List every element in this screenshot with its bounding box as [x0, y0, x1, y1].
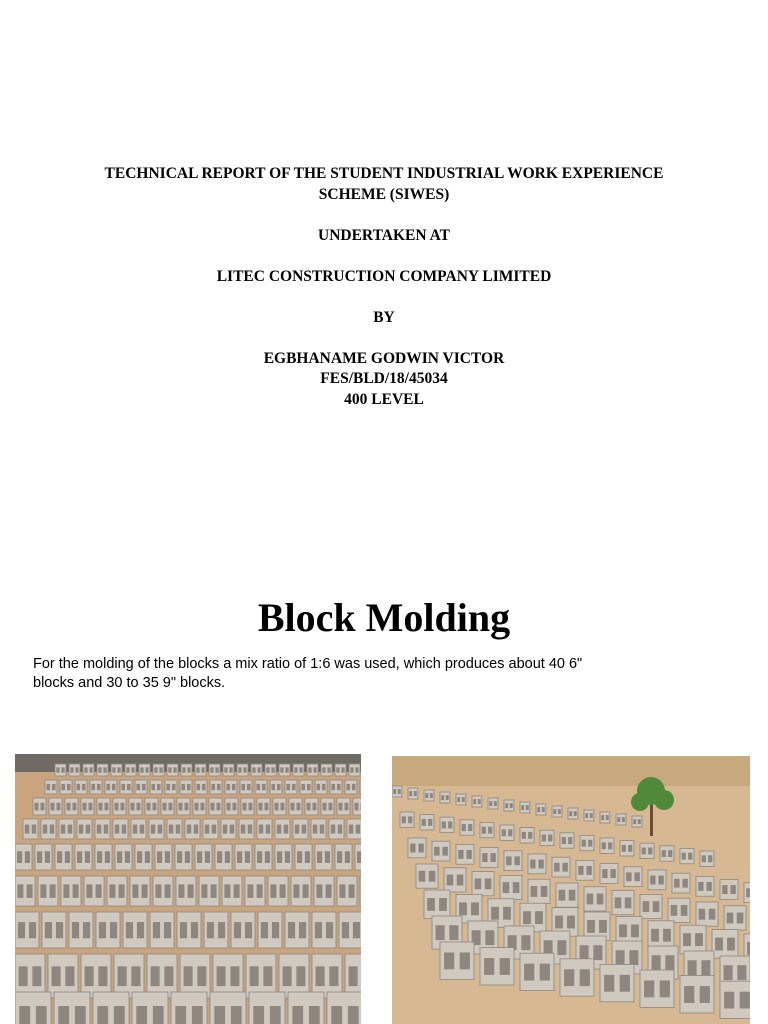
concrete-block [349, 764, 360, 776]
concrete-block [83, 764, 94, 776]
concrete-block [167, 764, 178, 776]
concrete-block [115, 844, 132, 870]
concrete-block [472, 872, 494, 896]
concrete-block [199, 876, 219, 906]
concrete-block [65, 798, 78, 815]
concrete-block [180, 954, 210, 998]
report-cover-header [0, 164, 768, 410]
concrete-block [222, 876, 242, 906]
concrete-block [560, 959, 594, 996]
concrete-block [329, 819, 344, 839]
concrete-block [204, 912, 228, 948]
concrete-block [680, 925, 706, 954]
concrete-block [255, 844, 272, 870]
concrete-block [291, 876, 311, 906]
concrete-block [171, 992, 207, 1024]
concrete-block [312, 912, 336, 948]
student-level: 400 LEVEL [344, 390, 424, 408]
concrete-block [114, 954, 144, 998]
concrete-block [440, 792, 450, 803]
concrete-block [556, 883, 578, 907]
concrete-block [347, 819, 361, 839]
concrete-block [680, 848, 694, 863]
concrete-block [241, 798, 254, 815]
concrete-block [700, 851, 714, 866]
concrete-block [612, 891, 634, 915]
concrete-block [584, 887, 606, 911]
concrete-block [480, 822, 494, 837]
concrete-block [640, 894, 662, 918]
concrete-block [95, 819, 110, 839]
concrete-block [150, 780, 162, 794]
concrete-block [265, 764, 276, 776]
concrete-block [600, 964, 634, 1001]
concrete-block [75, 844, 92, 870]
concrete-block [275, 844, 292, 870]
concrete-block [337, 798, 350, 815]
report-title-line-2: SCHEME (SIWES) [318, 185, 450, 203]
concrete-block [315, 780, 327, 794]
concrete-block [258, 912, 282, 948]
concrete-block [568, 808, 578, 819]
concrete-block [504, 800, 514, 811]
concrete-block [648, 921, 674, 950]
concrete-block [97, 764, 108, 776]
concrete-block [245, 876, 265, 906]
concrete-block [295, 844, 312, 870]
concrete-block [712, 930, 738, 959]
concrete-block [161, 798, 174, 815]
concrete-blocks-curing-photo [392, 756, 750, 1024]
concrete-block [560, 833, 574, 848]
concrete-block [149, 819, 164, 839]
concrete-block [61, 876, 81, 906]
concrete-block [311, 819, 326, 839]
concrete-block [744, 883, 750, 903]
concrete-block [624, 867, 642, 887]
concrete-block [408, 838, 426, 858]
concrete-block [504, 851, 522, 871]
concrete-block [288, 992, 324, 1024]
concrete-block [129, 798, 142, 815]
concrete-block [672, 873, 690, 893]
concrete-block [392, 786, 402, 797]
concrete-block [45, 780, 57, 794]
concrete-block [231, 912, 255, 948]
concrete-block [552, 857, 570, 877]
concrete-block [480, 948, 514, 985]
concrete-block [107, 876, 127, 906]
concrete-block [223, 764, 234, 776]
concrete-block [177, 798, 190, 815]
concrete-block [668, 898, 690, 922]
concrete-block [285, 780, 297, 794]
concrete-block [268, 876, 288, 906]
concrete-block [135, 844, 152, 870]
company-name: LITEC CONSTRUCTION COMPANY LIMITED [216, 267, 552, 285]
concrete-block [353, 798, 361, 815]
concrete-block [240, 780, 252, 794]
concrete-block [23, 819, 38, 839]
concrete-block [69, 912, 93, 948]
concrete-block [153, 764, 164, 776]
concrete-block [193, 798, 206, 815]
concrete-block [257, 819, 272, 839]
concrete-block [105, 780, 117, 794]
concrete-block [270, 780, 282, 794]
concrete-block [420, 815, 434, 830]
concrete-block [640, 843, 654, 858]
concrete-block [400, 812, 414, 827]
concrete-block [225, 798, 238, 815]
concrete-block [680, 976, 714, 1013]
concrete-block [97, 798, 110, 815]
concrete-block [35, 844, 52, 870]
concrete-block [15, 954, 45, 998]
concrete-block [460, 820, 474, 835]
concrete-block [167, 819, 182, 839]
concrete-block [616, 814, 626, 825]
concrete-block [275, 819, 290, 839]
concrete-block [60, 780, 72, 794]
concrete-block [696, 876, 714, 896]
concrete-block [273, 798, 286, 815]
author-name: EGBHANAME GODWIN VICTOR [263, 349, 505, 367]
concrete-block [239, 819, 254, 839]
concrete-block [488, 798, 498, 809]
section-heading: Block Molding [257, 595, 511, 640]
concrete-block [444, 868, 466, 892]
concrete-block [312, 954, 342, 998]
concrete-block [432, 841, 450, 861]
concrete-block [176, 876, 196, 906]
concrete-block [213, 954, 243, 998]
concrete-block [279, 764, 290, 776]
concrete-block [77, 819, 92, 839]
concrete-block [408, 788, 418, 799]
concrete-block [660, 846, 674, 861]
concrete-block [210, 780, 222, 794]
by-label: BY [373, 308, 395, 326]
concrete-block [123, 912, 147, 948]
concrete-block [195, 764, 206, 776]
concrete-block [300, 780, 312, 794]
concrete-block [724, 906, 746, 930]
concrete-block [600, 812, 610, 823]
concrete-block [360, 780, 361, 794]
concrete-block [307, 764, 318, 776]
concrete-block [177, 912, 201, 948]
concrete-block [416, 864, 438, 888]
concrete-block [81, 798, 94, 815]
concrete-block [48, 954, 78, 998]
concrete-block [165, 780, 177, 794]
concrete-block [96, 912, 120, 948]
concrete-block [125, 764, 136, 776]
concrete-block [221, 819, 236, 839]
concrete-block [584, 810, 594, 821]
concrete-block [209, 798, 222, 815]
matric-number: FES/BLD/18/45034 [320, 370, 448, 387]
concrete-block [528, 879, 550, 903]
concrete-block [120, 780, 132, 794]
concrete-block [237, 764, 248, 776]
concrete-block [576, 860, 594, 880]
concrete-block [632, 816, 642, 827]
concrete-block [132, 992, 168, 1024]
concrete-block [131, 819, 146, 839]
concrete-block [95, 844, 112, 870]
concrete-blocks-rows-photo [15, 754, 361, 1024]
concrete-block [424, 790, 434, 801]
concrete-block [345, 954, 361, 998]
concrete-blocks-rows-illustration [15, 754, 361, 1024]
concrete-block [93, 992, 129, 1024]
concrete-block [305, 798, 318, 815]
concrete-block [536, 804, 546, 815]
concrete-block [15, 912, 39, 948]
concrete-block [520, 828, 534, 843]
concrete-block [235, 844, 252, 870]
concrete-block [321, 798, 334, 815]
concrete-block [500, 875, 522, 899]
concrete-block [15, 876, 35, 906]
concrete-block [225, 780, 237, 794]
concrete-block [600, 864, 618, 884]
concrete-block [185, 819, 200, 839]
concrete-block [321, 764, 332, 776]
concrete-block [49, 798, 62, 815]
concrete-block [540, 830, 554, 845]
concrete-block [41, 819, 56, 839]
concrete-block [130, 876, 150, 906]
concrete-block [195, 780, 207, 794]
concrete-block [210, 992, 246, 1024]
concrete-block [59, 819, 74, 839]
undertaken-at-label: UNDERTAKEN AT [318, 226, 450, 244]
concrete-block [720, 880, 738, 900]
concrete-block [135, 780, 147, 794]
concrete-block [255, 780, 267, 794]
concrete-block [90, 780, 102, 794]
concrete-block [69, 764, 80, 776]
concrete-block [246, 954, 276, 998]
concrete-block [15, 844, 32, 870]
concrete-block [289, 798, 302, 815]
concrete-blocks-curing-illustration [392, 756, 750, 1024]
concrete-block [257, 798, 270, 815]
concrete-block [335, 764, 346, 776]
concrete-block [327, 992, 361, 1024]
concrete-block [620, 841, 634, 856]
section-paragraph: For the molding of the blocks a mix ratio of 1:6 was used, which produces about 40 6" blocks and 30 to 35 9" blocks. [33, 656, 583, 691]
concrete-block [315, 844, 332, 870]
concrete-block [720, 981, 750, 1018]
concrete-block [640, 970, 674, 1007]
concrete-block [330, 780, 342, 794]
concrete-block [33, 798, 46, 815]
concrete-block [147, 954, 177, 998]
report-title-line-1: TECHNICAL REPORT OF THE STUDENT INDUSTRIAL WORK EXPERIENCE [104, 165, 664, 182]
concrete-block [293, 764, 304, 776]
concrete-block [139, 764, 150, 776]
concrete-block [293, 819, 308, 839]
concrete-block [337, 876, 357, 906]
concrete-block [339, 912, 361, 948]
concrete-block [81, 954, 111, 998]
concrete-block [38, 876, 58, 906]
concrete-block [84, 876, 104, 906]
concrete-block [440, 817, 454, 832]
concrete-block [456, 844, 474, 864]
concrete-block [75, 780, 87, 794]
concrete-block [285, 912, 309, 948]
concrete-block [480, 848, 498, 868]
concrete-block [520, 953, 554, 990]
concrete-block [335, 844, 352, 870]
concrete-block [314, 876, 334, 906]
concrete-block [424, 890, 450, 919]
concrete-block [472, 796, 482, 807]
concrete-block [251, 764, 262, 776]
concrete-block [209, 764, 220, 776]
concrete-block [175, 844, 192, 870]
concrete-block [55, 844, 72, 870]
concrete-block [355, 844, 361, 870]
concrete-block [600, 838, 614, 853]
concrete-block [552, 806, 562, 817]
concrete-block [42, 912, 66, 948]
concrete-block [155, 844, 172, 870]
concrete-block [111, 764, 122, 776]
concrete-block [520, 802, 530, 813]
concrete-block [113, 798, 126, 815]
concrete-block [181, 764, 192, 776]
concrete-block [345, 780, 357, 794]
concrete-block [150, 912, 174, 948]
concrete-block [203, 819, 218, 839]
concrete-block [113, 819, 128, 839]
concrete-block [249, 992, 285, 1024]
concrete-block [580, 835, 594, 850]
concrete-block [696, 902, 718, 926]
concrete-block [15, 992, 51, 1024]
concrete-block [180, 780, 192, 794]
concrete-block [215, 844, 232, 870]
concrete-block [456, 794, 466, 805]
concrete-block [195, 844, 212, 870]
concrete-block [153, 876, 173, 906]
concrete-block [145, 798, 158, 815]
concrete-block [54, 992, 90, 1024]
concrete-block [279, 954, 309, 998]
concrete-block [440, 942, 474, 979]
concrete-block [500, 825, 514, 840]
concrete-block [360, 876, 361, 906]
concrete-block [55, 764, 66, 776]
concrete-block [528, 854, 546, 874]
concrete-block [648, 870, 666, 890]
